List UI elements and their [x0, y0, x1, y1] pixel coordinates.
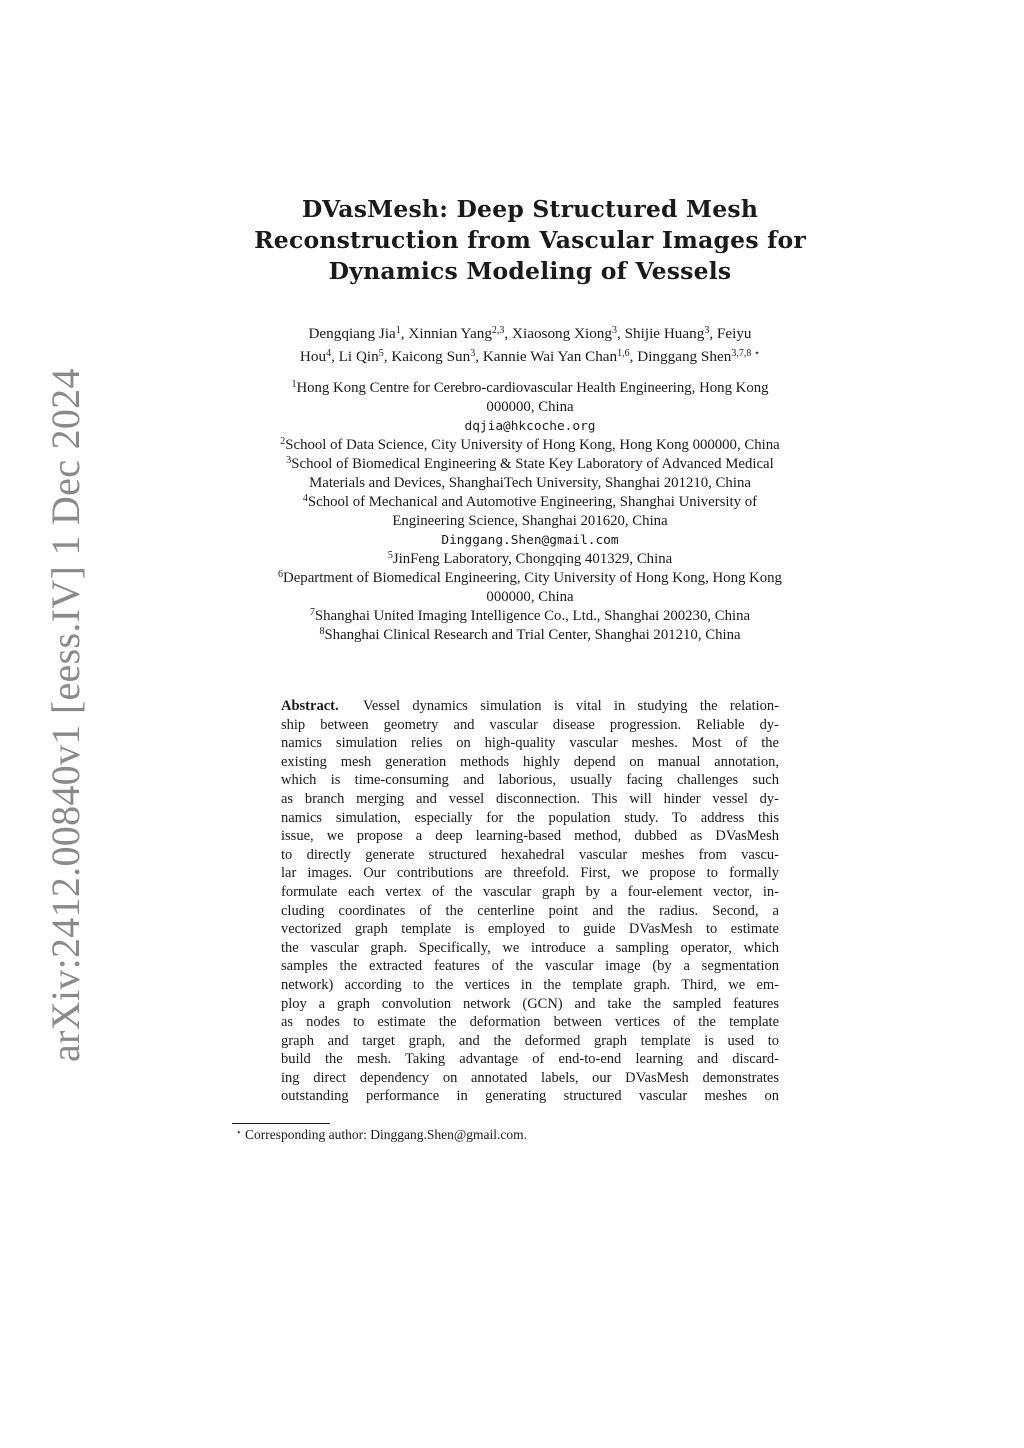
abstract	[281, 697, 779, 1106]
author-name: Dengqiang Jia	[308, 325, 396, 342]
affiliation-text: Shanghai Clinical Research and Trial Center, Shanghai 201210, China	[324, 627, 741, 643]
email-link[interactable]: dqjia@hkcoche.org	[464, 419, 596, 434]
author-name: Hou	[299, 348, 327, 365]
abstract-line: vectorized graph template is employed to guide DVasMesh to estimate	[281, 921, 779, 938]
affiliation-mark: 1	[395, 325, 401, 336]
abstract-heading: Abstract.	[281, 698, 339, 714]
abstract-line: ship between geometry and vascular disease progression. Reliable dy-	[281, 716, 779, 733]
affiliation-line: Materials and Devices, ShanghaiTech University, Shanghai 201210, China	[309, 475, 751, 491]
abstract-line: graph and target graph, and the deformed graph template is used to	[281, 1032, 779, 1049]
affiliation-line	[200, 493, 860, 512]
abstract-line: samples the extracted features of the vascular image (by a segmentation	[281, 958, 779, 975]
abstract-line: outstanding performance in generating structured vascular meshes on	[281, 1088, 779, 1105]
affiliation-mark: 4	[326, 348, 332, 359]
affiliation-line: 000000, China	[486, 399, 574, 415]
affiliation-text: JinFeng Laboratory, Chongqing 401329, China	[392, 551, 673, 567]
abstract-line: build the mesh. Taking advantage of end-to-end learning and discard-	[281, 1051, 779, 1068]
author-name: , Feiyu	[709, 325, 752, 342]
affiliation-text: Department of Biomedical Engineering, City University of Hong Kong, Hong Kong	[283, 570, 782, 586]
abstract-line: issue, we propose a deep learning-based method, dubbed as DVasMesh	[281, 828, 779, 845]
affiliation-line: Engineering Science, Shanghai 201620, China	[392, 513, 668, 529]
affiliation-text: Shanghai United Imaging Intelligence Co., Ltd., Shanghai 200230, China	[314, 608, 751, 624]
affiliation-text: School of Biomedical Engineering & State Key Laboratory of Advanced Medical	[291, 456, 774, 472]
abstract-line: network) according to the vertices in the template graph. Third, we em-	[281, 976, 779, 993]
title-line: Reconstruction from Vascular Images for	[254, 226, 806, 254]
title-line: Dynamics Modeling of Vessels	[328, 257, 732, 285]
affiliation-number: 5	[387, 550, 393, 561]
footnote-mark: ⋆	[236, 1127, 242, 1137]
affiliation-number: 3	[286, 455, 292, 466]
abstract-line: as branch merging and vessel disconnection. This will hinder vessel dy-	[281, 790, 779, 807]
abstract-line: namics simulation, especially for the population study. To address this	[281, 809, 779, 826]
abstract-line	[281, 697, 779, 716]
affiliation-line	[200, 569, 860, 588]
author-list	[228, 322, 832, 368]
affiliation-text: School of Data Science, City University of Hong Kong, Hong Kong 000000, China	[285, 437, 780, 453]
author-line	[228, 322, 832, 345]
title-line: DVasMesh: Deep Structured Mesh	[301, 195, 759, 223]
affiliation-number: 1	[291, 379, 297, 390]
author-name: , Li Qin	[331, 348, 379, 365]
affiliation-text: School of Mechanical and Automotive Engineering, Shanghai University of	[307, 494, 758, 510]
affiliation-line	[200, 379, 860, 398]
abstract-line: to directly generate structured hexahedral vascular meshes from vascu-	[281, 846, 779, 863]
affiliation-line	[200, 550, 860, 569]
abstract-line: existing mesh generation methods highly depend on manual annotation,	[281, 753, 779, 770]
author-line	[228, 345, 832, 368]
arxiv-identifier-sidebar: arXiv:2412.00840v1 [eess.IV] 1 Dec 2024	[43, 368, 88, 1062]
footnote	[236, 1126, 527, 1144]
abstract-line: cluding coordinates of the centerline point and the radius. Second, a	[281, 902, 779, 919]
author-name: , Shijie Huang	[617, 325, 705, 342]
abstract-line: ing direct dependency on annotated labels, our DVasMesh demonstrates	[281, 1069, 779, 1086]
affiliation-line	[200, 607, 860, 626]
author-name: , Dinggang Shen	[629, 348, 732, 365]
affiliation-mark: 2,3	[491, 325, 505, 336]
author-name: , Xinnian Yang	[400, 325, 492, 342]
affiliation-line	[200, 455, 860, 474]
footnote-rule	[232, 1123, 330, 1124]
affiliation-line: 000000, China	[486, 589, 574, 605]
affiliations	[200, 379, 860, 645]
abstract-line: ploy a graph convolution network (GCN) and take the sampled features	[281, 995, 779, 1012]
author-name: , Xiaosong Xiong	[504, 325, 612, 342]
affiliation-mark: 3	[704, 325, 710, 336]
author-name: , Kaicong Sun	[383, 348, 471, 365]
affiliation-mark: 3	[470, 348, 476, 359]
affiliation-line	[200, 436, 860, 455]
affiliation-mark: 5	[378, 348, 384, 359]
email-link[interactable]: Dinggang.Shen@gmail.com	[441, 533, 619, 548]
affiliation-number: 8	[319, 626, 325, 637]
affiliation-number: 7	[309, 607, 315, 618]
footnote-text: Corresponding author: Dinggang.Shen@gmail.com.	[245, 1127, 528, 1142]
affiliation-line	[200, 626, 860, 645]
abstract-line: lar images. Our contributions are threefold. First, we propose to formally	[281, 865, 779, 882]
abstract-line: which is time-consuming and laborious, usually facing challenges such	[281, 772, 779, 789]
author-name: , Kannie Wai Yan Chan	[475, 348, 618, 365]
affiliation-text: Hong Kong Centre for Cerebro-cardiovascular Health Engineering, Hong Kong	[296, 380, 769, 396]
affiliation-mark: 3,7,8 ⋆	[731, 348, 761, 359]
paper-title	[230, 194, 830, 287]
abstract-text: Vessel dynamics simulation is vital in studying the relation-	[363, 698, 779, 714]
affiliation-mark: 3	[612, 325, 617, 336]
affiliation-number: 6	[278, 569, 284, 580]
abstract-line: as nodes to estimate the deformation between vertices of the template	[281, 1014, 779, 1031]
abstract-line: namics simulation relies on high-quality vascular meshes. Most of the	[281, 735, 779, 752]
affiliation-number: 4	[302, 493, 308, 504]
abstract-line: formulate each vertex of the vascular graph by a four-element vector, in-	[281, 883, 779, 900]
affiliation-mark: 1,6	[617, 348, 630, 359]
abstract-line: the vascular graph. Specifically, we introduce a sampling operator, which	[281, 939, 779, 956]
affiliation-number: 2	[280, 436, 286, 447]
